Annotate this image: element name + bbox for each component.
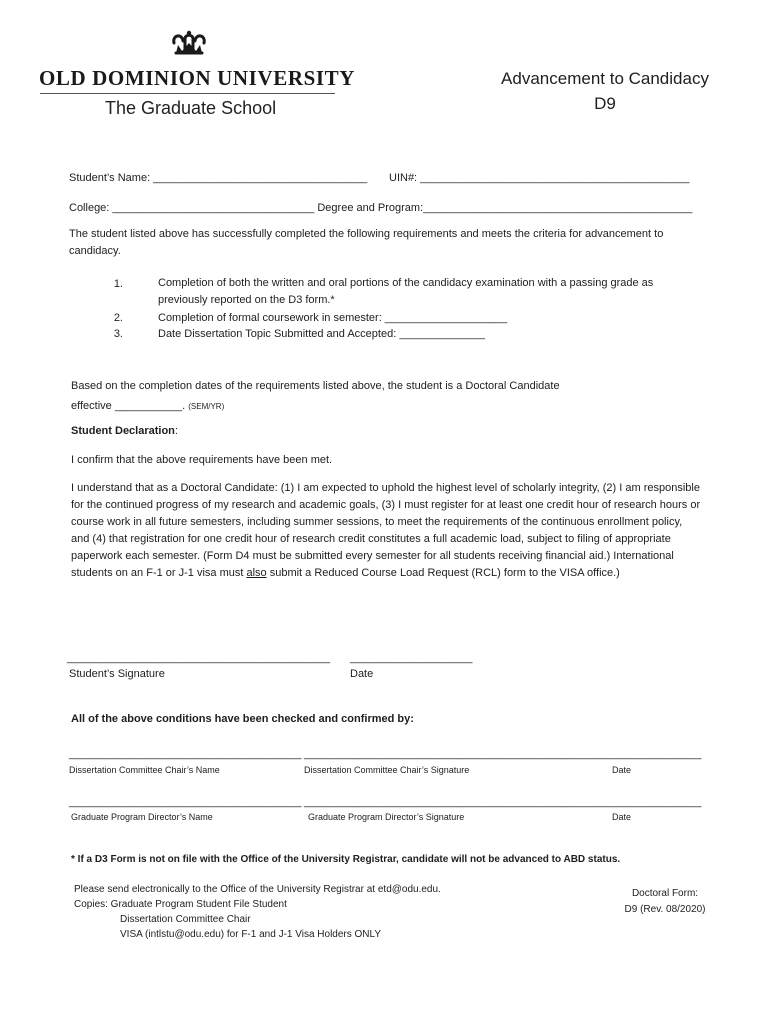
revision-label: D9 (Rev. 08/2020) — [624, 904, 706, 915]
copies-visa-line: VISA (intlstu@odu.edu) for F-1 and J-1 Visa Holders ONLY — [120, 929, 382, 940]
chair-signature-label: Dissertation Committee Chair’s Signature — [304, 765, 470, 775]
student-date-line[interactable]: ____________________ — [350, 652, 473, 664]
director-name-line[interactable]: ______________________________________ — [69, 796, 302, 808]
director-signature-label: Graduate Program Director’s Signature — [308, 812, 465, 822]
chair-date-line[interactable]: ____________________ — [579, 748, 702, 760]
header-divider — [40, 93, 335, 94]
req-number: 3. — [113, 328, 123, 340]
chair-date-label: Date — [612, 765, 632, 775]
uin-field[interactable]: UIN#: ____________________________________________ — [389, 172, 690, 184]
requirement-item[interactable]: Date Dissertation Topic Submitted and Accepted: ______________ — [158, 328, 485, 340]
form-code: D9 — [594, 94, 616, 113]
student-name-field[interactable]: Student’s Name: ___________________________________ — [69, 172, 368, 184]
university-name: OLD DOMINION UNIVERSITY — [39, 66, 356, 90]
req-number: 2. — [113, 312, 123, 324]
candidate-statement: Based on the completion dates of the requirements listed above, the student is a Doctoral Candidate — [71, 380, 560, 392]
requirement-item[interactable]: Completion of formal coursework in semester: ____________________ — [158, 312, 508, 324]
send-line: Please send electronically to the Office of the University Registrar at etd@odu.edu. — [74, 884, 441, 895]
director-date-line[interactable]: ____________________ — [579, 796, 702, 808]
declaration-heading: Student Declaration: — [71, 425, 178, 437]
form-info — [600, 886, 730, 918]
chair-name-label: Dissertation Committee Chair’s Name — [69, 765, 220, 775]
effective-field[interactable] — [71, 398, 224, 415]
confirmed-heading: All of the above conditions have been checked and confirmed by: — [71, 713, 414, 725]
chair-signature-line[interactable]: _____________________________________________ — [304, 748, 580, 760]
req-number: 1. — [113, 278, 123, 290]
form-title-block — [480, 66, 730, 116]
doctoral-form-label: Doctoral Form: — [631, 888, 699, 899]
sem-yr-hint: (SEM/YR) — [188, 402, 225, 411]
intro-paragraph: The student listed above has successfully completed the following requirements and meets the criteria for advancement to candidacy. — [69, 228, 664, 257]
confirm-statement: I confirm that the above requirements have been met. — [71, 454, 333, 466]
director-date-label: Date — [612, 812, 632, 822]
copies-line: Copies: Graduate Program Student File Student — [74, 899, 287, 910]
effective-label: effective ___________. — [71, 400, 186, 412]
student-signature-line[interactable]: ___________________________________________ — [67, 652, 331, 664]
form-title: Advancement to Candidacy — [501, 69, 709, 88]
student-signature-label: Student’s Signature — [69, 668, 165, 680]
chair-name-line[interactable]: ______________________________________ — [69, 748, 302, 760]
declaration-body: I understand that as a Doctoral Candidate: (1) I am expected to uphold the highest level of scholarly integrity, (2) I am responsible for the continued progress of my research and academic goals, (3) I must register for at least one credit hour of research hours or course work in all future semesters, including summer sessions, to meet the requirements of the continuous enrollment policy, and (4) that registration for one credit hour of research credit constitutes a full academic load, subject to filing of appropriate paperwork each semester. (Form D4 must be submitted every semester for all students receiving financial aid.) International students on an F-1 or J-1 visa must also submit a Reduced Course Load Request (RCL) form to the VISA office.) — [71, 482, 701, 579]
director-name-label: Graduate Program Director’s Name — [71, 812, 213, 822]
college-degree-field[interactable]: College: _________________________________ Degree and Program:____________________________________________ — [69, 202, 693, 214]
footnote: * If a D3 Form is not on file with the Office of the University Registrar, candidate will not be advanced to ABD status. — [71, 854, 621, 865]
send-instructions — [74, 882, 441, 942]
director-signature-line[interactable]: _____________________________________________ — [304, 796, 580, 808]
requirement-item: Completion of both the written and oral portions of the candidacy examination with a passing grade as previously reported on the D3 form.* — [158, 277, 654, 306]
graduate-school-name: The Graduate School — [105, 98, 277, 118]
student-date-label: Date — [350, 668, 374, 680]
crown-icon — [168, 29, 210, 63]
copies-chair-line: Dissertation Committee Chair — [120, 914, 251, 925]
